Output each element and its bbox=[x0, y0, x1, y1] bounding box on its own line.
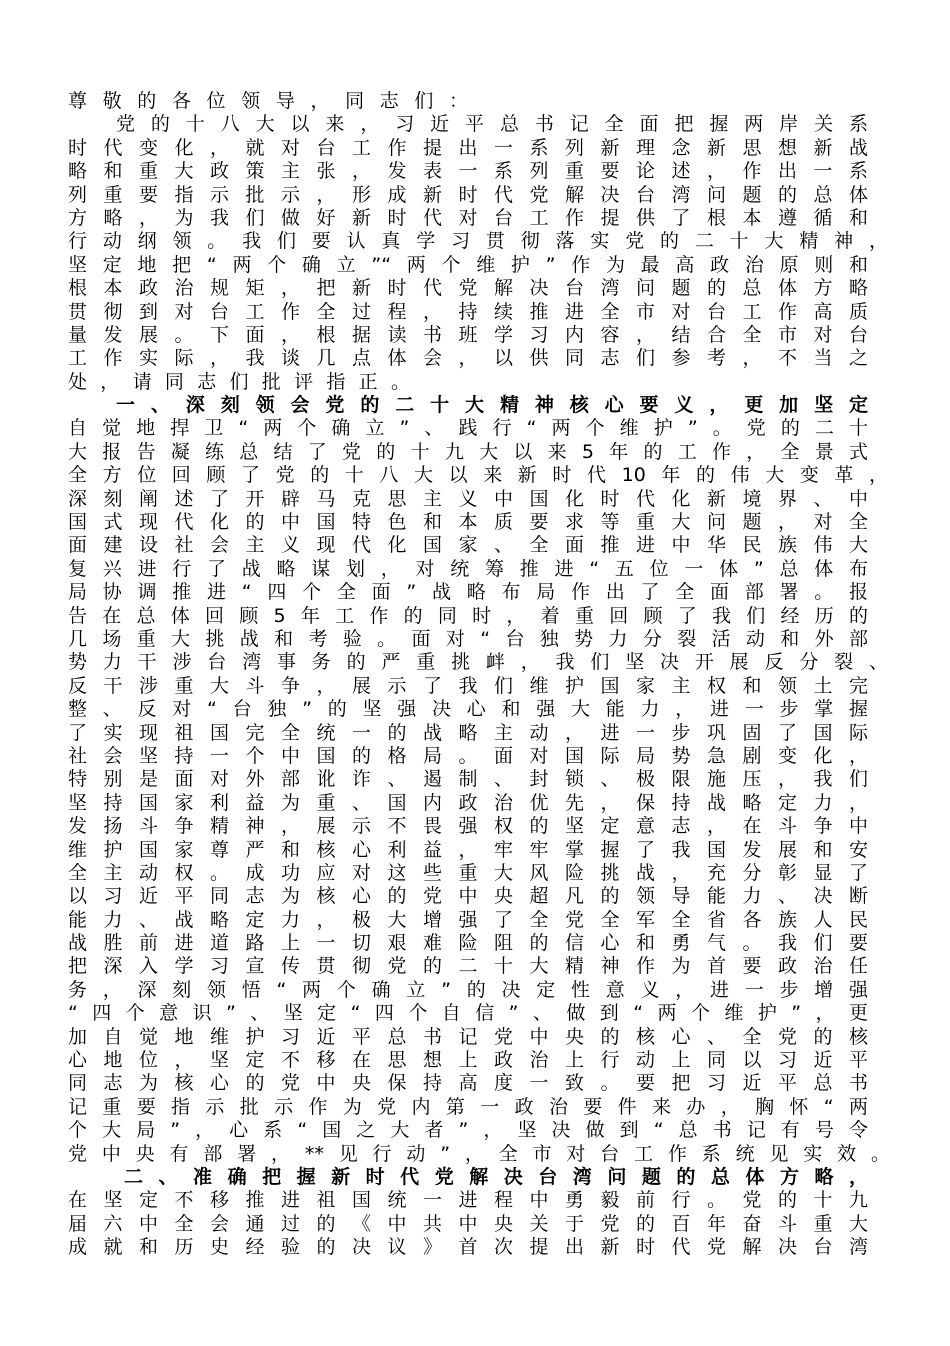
paragraph-line: 社会坚持一个中国的格局。面对国际局势急剧变化， bbox=[68, 744, 868, 767]
paragraph-line: 加自觉地维护习近平总书记党中央的核心、全党的核 bbox=[68, 1025, 868, 1048]
paragraph-line: 在坚定不移推进祖国统一进程中勇毅前行。党的十九 bbox=[68, 1189, 868, 1212]
paragraph-line: 时代变化，就对台工作提出一系列新理念新思想新战 bbox=[68, 136, 868, 159]
paragraph-line: 量发展。下面，根据读书班学习内容，结合全市对台 bbox=[68, 323, 868, 346]
paragraph-line: 坚持国家利益为重、国内政治优先，保持战略定力， bbox=[68, 791, 868, 814]
paragraph-line: 把深入学习宣传贯彻党的二十大精神作为首要政治任 bbox=[68, 955, 868, 978]
paragraph-line: 记重要指示批示作为党内第一政治要件来办，胸怀“两 bbox=[68, 1095, 868, 1118]
paragraph-line: 发扬斗争精神，展示不畏强权的坚定意志，在斗争中 bbox=[68, 815, 868, 838]
paragraph-line: 以习近平同志为核心的党中央超凡的领导能力、决断 bbox=[68, 885, 868, 908]
paragraph-line: 反干涉重大斗争，展示了我们维护国家主权和领土完 bbox=[68, 674, 868, 697]
paragraph-line: 面建设社会主义现代化国家、全面推进中华民族伟大 bbox=[68, 534, 868, 557]
paragraph-line: “四个意识”、坚定“四个自信”、做到“两个维护”，更 bbox=[68, 1002, 868, 1025]
paragraph-line: 个大局”，心系“国之大者”，坚决做到“总书记有号令 bbox=[68, 1119, 868, 1142]
paragraph-line: 了实现祖国完全统一的战略主动，进一步巩固了国际 bbox=[68, 721, 868, 744]
paragraph-line: 心地位，坚定不移在思想上政治上行动上同以习近平 bbox=[68, 1049, 868, 1072]
section-heading-1: 一、深刻领会党的二十大精神核心要义，更加坚定 bbox=[116, 394, 868, 417]
paragraph-line: 能力、战略定力，极大增强了全党全军全省各族人民 bbox=[68, 908, 868, 931]
paragraph-line: 同志为核心的党中央保持高度一致。要把习近平总书 bbox=[68, 1072, 868, 1095]
paragraph-line: 行动纲领。我们要认真学习贯彻落实党的二十大精神， bbox=[68, 230, 888, 253]
paragraph-line: 全方位回顾了党的十八大以来新时代10年的伟大变革， bbox=[68, 464, 888, 487]
paragraph-line: 特别是面对外部讹诈、遏制、封锁、极限施压，我们 bbox=[68, 768, 868, 791]
paragraph-line: 党的十八大以来，习近平总书记全面把握两岸关系 bbox=[116, 113, 868, 136]
paragraph-line: 党中央有部署，**见行动”，全市对台工作系统见实效。 bbox=[68, 1142, 890, 1165]
paragraph-line: 自觉地捍卫“两个确立”、践行“两个维护”。党的二十 bbox=[68, 417, 868, 440]
paragraph-line: 成就和历史经验的决议》首次提出新时代党解决台湾 bbox=[68, 1236, 868, 1259]
paragraph-line: 势力干涉台湾事务的严重挑衅，我们坚决开展反分裂、 bbox=[68, 651, 888, 674]
paragraph-line: 几场重大挑战和考验。面对“台独势力分裂活动和外部 bbox=[68, 627, 868, 650]
section-heading-2: 二、准确把握新时代党解决台湾问题的总体方略， bbox=[124, 1165, 868, 1188]
paragraph-line: 国式现代化的中国特色和本质要求等重大问题，对全 bbox=[68, 511, 868, 534]
paragraph-line: 工作实际，我谈几点体会，以供同志们参考，不当之 bbox=[68, 347, 868, 370]
paragraph-line: 略和重大政策主张，发表一系列重要论述，作出一系 bbox=[68, 160, 868, 183]
paragraph-line: 处，请同志们批评指正。 bbox=[68, 370, 410, 393]
paragraph-line: 方略，为我们做好新时代对台工作提供了根本遵循和 bbox=[68, 206, 868, 229]
paragraph-line: 贯彻到对台工作全过程，持续推进全市对台工作高质 bbox=[68, 300, 868, 323]
paragraph-line: 深刻阐述了开辟马克思主义中国化时代化新境界、中 bbox=[68, 487, 868, 510]
paragraph-line: 大报告凝练总结了党的十九大以来5年的工作，全景式 bbox=[68, 440, 868, 463]
speech-body bbox=[68, 90, 890, 1260]
paragraph-line: 战胜前进道路上一切艰难险阻的信心和勇气。我们要 bbox=[68, 932, 868, 955]
paragraph-line: 根本政治规矩，把新时代党解决台湾问题的总体方略 bbox=[68, 277, 868, 300]
paragraph-line: 告在总体回顾5年工作的同时，着重回顾了我们经历的 bbox=[68, 604, 868, 627]
paragraph-line: 全主动权。成功应对这些重大风险挑战，充分彰显了 bbox=[68, 861, 868, 884]
salutation: 尊敬的各位领导，同志们： bbox=[68, 90, 468, 112]
paragraph-line: 届六中全会通过的《中共中央关于党的百年奋斗重大 bbox=[68, 1212, 868, 1235]
paragraph-line: 坚定地把“两个确立”“两个维护”作为最高政治原则和 bbox=[68, 253, 868, 276]
paragraph-line: 复兴进行了战略谋划，对统筹推进“五位一体”总体布 bbox=[68, 557, 868, 580]
paragraph-line: 列重要指示批示，形成新时代党解决台湾问题的总体 bbox=[68, 183, 868, 206]
paragraph-line: 整、反对“台独”的坚强决心和强大能力，进一步掌握 bbox=[68, 698, 868, 721]
paragraph-line: 局协调推进“四个全面”战略布局作出了全面部署。报 bbox=[68, 581, 868, 604]
paragraph-line: 务，深刻领悟“两个确立”的决定性意义，进一步增强 bbox=[68, 978, 868, 1001]
paragraph-line: 维护国家尊严和核心利益，牢牢掌握了我国发展和安 bbox=[68, 838, 868, 861]
